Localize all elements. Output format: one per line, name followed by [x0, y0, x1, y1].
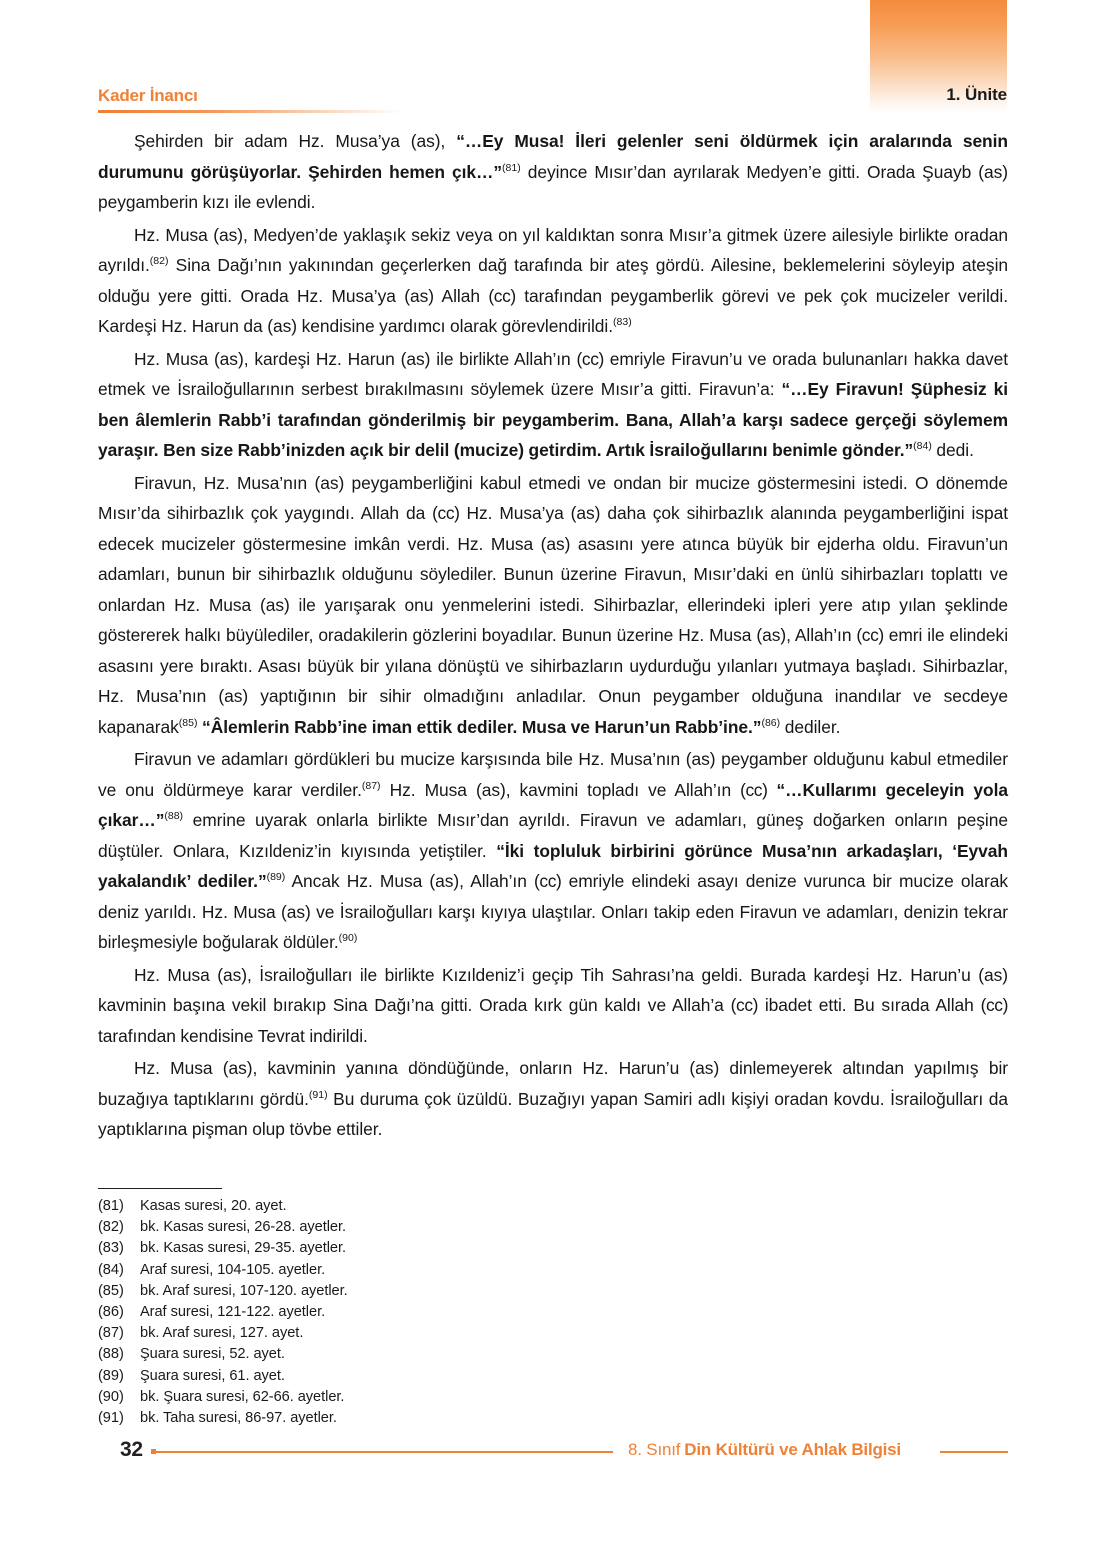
footnote-text: Kasas suresi, 20. ayet.	[140, 1198, 287, 1214]
footnote-item	[98, 1238, 618, 1259]
body-paragraph	[98, 344, 1008, 466]
body-text-run: emriyle Firavun’u ve orada bulunanları hakka davet etmek ve İsrailoğullarının serbest bırakılmasını söylemek üzere Mısır’a gitti. Firavun’a:	[98, 348, 1008, 399]
body-text-run: emrine uyarak onlarla birlikte Mısır’dan ayrıldı. Firavun ve adamları, güneş doğarken onların peşine düştüler. Onlara, Kızıldeniz’in kıyısında yetiştiler.	[98, 810, 1008, 861]
footnote-reference: (87)	[361, 779, 381, 792]
footnote-reference: (84)	[913, 440, 932, 452]
footer-subject-label: Din Kültürü ve Ahlak Bilgisi	[684, 1440, 901, 1459]
footnote-text: Araf suresi, 104-105. ayetler.	[140, 1261, 326, 1278]
footnote-text: Şuara suresi, 52. ayet.	[140, 1346, 285, 1363]
honorific-abbreviation: (cc)	[740, 779, 768, 800]
body-text-run: dediler.	[780, 716, 841, 737]
body-text-run: Firavun ve adamları gördükleri bu mucize karşısında bile Hz. Musa’nın (as) peygamber olduğunu kabul etmediler ve onu öldürmeye karar verdiler.	[98, 749, 1008, 800]
body-text-run: ibadet etti. Bu sırada Allah	[758, 995, 981, 1015]
footnote-item	[98, 1281, 618, 1302]
footnote-number: (81)	[98, 1198, 124, 1214]
body-paragraph	[98, 468, 1008, 743]
footnote-item	[98, 1387, 618, 1408]
quoted-verse-text: “…Ey Firavun! Şüphesiz ki ben âlemlerin Rabb’i tarafından gönderilmiş bir peygamberim. Bana, Allah’a karşı sadece gerçeği söylemem yaraşır. Ben size Rabb’inizden açık bir delil (mucize) getirdim. Artık İsrailoğullarını benimle gönder.”	[98, 379, 1008, 460]
page-number: 32	[120, 1438, 143, 1461]
footnote-number: (84)	[98, 1261, 124, 1278]
footnote-text: bk. Araf suresi, 107-120. ayetler.	[140, 1282, 348, 1299]
footnote-number: (82)	[98, 1219, 124, 1236]
footnote-text: bk. Araf suresi, 127. ayet.	[140, 1325, 304, 1342]
body-text-run: deyince Mısır’dan ayrılarak Medyen’e gitti. Orada Şuayb (as) peygamberin kızı ile evlendi.	[98, 161, 1008, 212]
body-text-run: Hz. Musa (as), Medyen’de yaklaşık sekiz veya on yıl kaldıktan sonra Mısır’a gitmek üzere ailesiyle birlikte oradan ayrıldı.	[98, 224, 1008, 275]
body-text-run	[767, 780, 776, 800]
body-text-run: tarafından peygamberlik görevi ve pek çok mucizeler verildi. Kardeşi Hz. Harun da (as) kendisine yardımcı olarak görevlendirildi.	[98, 285, 1008, 336]
footnote-reference: (82)	[149, 255, 169, 267]
footnote-number: (89)	[98, 1367, 124, 1384]
footnote-number: (86)	[98, 1304, 124, 1321]
body-text-run: emriyle elindeki asayı denize vurunca bir mucize olarak deniz yarıldı. Hz. Musa (as) ve İsrailoğulları karşı kıyıya ulaştılar. Onları takip eden Firavun ve adamları, denizin tekrar birleşmesiyle boğularak öldüler.	[98, 871, 1008, 952]
footnote-text: bk. Kasas suresi, 29-35. ayetler.	[140, 1240, 347, 1257]
body-paragraph	[98, 960, 1008, 1052]
honorific-abbreviation: (cc)	[432, 503, 460, 523]
honorific-abbreviation: (cc)	[488, 285, 516, 306]
footnote-item	[98, 1302, 618, 1323]
body-paragraph	[98, 1053, 1008, 1145]
body-text-run: dedi.	[931, 440, 974, 460]
footnote-text: Araf suresi, 121-122. ayetler.	[140, 1304, 326, 1321]
footnote-reference: (89)	[266, 871, 286, 883]
honorific-abbreviation: (cc)	[730, 995, 759, 1015]
body-text-run: Şehirden bir adam Hz. Musa’ya (as),	[134, 131, 457, 151]
unit-label: 1. Ünite	[946, 85, 1007, 104]
body-text-run: tarafından kendisine Tevrat indirildi.	[98, 1025, 368, 1046]
footnote-item	[98, 1323, 618, 1344]
body-text-run: Hz. Musa (as), kavmini topladı ve Allah’ın	[380, 779, 741, 800]
footnote-reference: (83)	[613, 316, 632, 328]
footer-rule-long	[156, 1451, 613, 1453]
honorific-abbreviation: (cc)	[980, 995, 1008, 1015]
footnote-number: (87)	[98, 1325, 124, 1342]
quoted-verse-text: “Âlemlerin Rabb’ine iman ettik dediler. Musa ve Harun’un Rabb’ine.”	[202, 716, 762, 737]
body-text-run: Hz. Musa (as), İsrailoğulları ile birlikte Kızıldeniz’i geçip Tih Sahrası’na geldi. Burada kardeşi Hz. Harun’u (as) kavminin başına vekil bırakıp Sina Dağı’na gitti. Orada kırk gün kaldı ve Allah’a	[98, 964, 1008, 1015]
honorific-abbreviation: (cc)	[856, 625, 884, 645]
footnote-text: bk. Taha suresi, 86-97. ayetler.	[140, 1410, 337, 1427]
footnote-reference: (86)	[761, 716, 781, 729]
footnote-item	[98, 1196, 618, 1217]
body-paragraph	[98, 126, 1008, 218]
footnote-number: (88)	[98, 1346, 124, 1363]
footnote-number: (90)	[98, 1388, 124, 1405]
footnote-reference: (88)	[164, 810, 184, 822]
quoted-verse-text: “İki topluluk birbirini görünce Musa’nın arkadaşları, ‘Eyvah yakalandık’ dediler.”	[98, 840, 1008, 891]
footnote-reference: (90)	[338, 932, 358, 944]
footnote-separator-rule	[98, 1188, 222, 1189]
body-text-run: Ancak Hz. Musa (as), Allah’ın	[285, 871, 535, 891]
page-footer	[98, 1432, 1008, 1476]
footnote-number: (83)	[98, 1240, 124, 1257]
footnote-text: bk. Şuara suresi, 62-66. ayetler.	[140, 1388, 345, 1405]
quoted-verse-text: “…Ey Musa! İleri gelenler seni öldürmek için aralarında senin durumunu görüşüyorlar. Şehirden hemen çık…”	[98, 131, 1008, 182]
footnote-item	[98, 1344, 618, 1365]
body-text-run: emri ile elindeki asasını yere bıraktı. Asası büyük bir yılana dönüştü ve sihirbazların uydurduğu yılanları yutmaya başladı. Sihirbazlar, Hz. Musa’nın (as) yaptığının bir sihir olmadığını anladılar. Onun peygamber olduğuna inandılar ve secdeye kapanarak	[98, 625, 1009, 737]
body-text-run: Bu duruma çok üzüldü. Buzağıyı yapan Samiri adlı kişiyi oradan kovdu. İsrailoğulları da yaptıklarına pişman olup tövbe ettiler.	[98, 1088, 1008, 1139]
body-text-column	[98, 126, 1008, 1145]
footnote-number: (85)	[98, 1282, 124, 1299]
footnote-reference: (81)	[502, 161, 521, 174]
footnote-list	[98, 1196, 618, 1429]
footnote-item	[98, 1217, 618, 1238]
honorific-abbreviation: (cc)	[534, 871, 562, 891]
body-text-run: Hz. Musa (as), kavminin yanına döndüğünde, onların Hz. Harun’u (as) dinlemeyerek altından yapılmış bir buzağıya taptıklarını gördü.	[98, 1058, 1008, 1109]
footnote-item	[98, 1260, 618, 1281]
footnote-item	[98, 1366, 618, 1387]
quoted-verse-text: “…Kullarımı geceleyin yola çıkar…”	[98, 779, 1008, 830]
footer-rule-short	[940, 1451, 1008, 1453]
footnote-number: (91)	[98, 1410, 124, 1427]
footnote-text: Şuara suresi, 61. ayet.	[140, 1367, 285, 1384]
body-paragraph	[98, 744, 1008, 958]
body-text-run: Firavun, Hz. Musa’nın (as) peygamberliğini kabul etmedi ve ondan bir mucize göstermesini istedi. O dönemde Mısır’da sihirbazlık çok yaygındı. Allah da	[98, 472, 1008, 523]
honorific-abbreviation: (cc)	[576, 348, 604, 369]
footnote-reference: (85)	[178, 716, 198, 729]
body-text-run: Hz. Musa (as), kardeşi Hz. Harun (as) ile birlikte Allah’ın	[134, 348, 577, 369]
body-text-run: Hz. Musa’ya (as) daha çok sihirbazlık alanında peygamberliğini ispat edecek mucizeler göstermesine imkân verdi. Hz. Musa (as) asasını yere atınca büyük bir ejderha oldu. Firavun’un adamları, bunun bir sihirbazlık olduğunu söylediler. Bunun üzerine Firavun, Mısır’daki en ünlü sihirbazları toplattı ve onlardan Hz. Musa (as) ile yarışarak onu yenmelerini istedi. Sihirbazlar, ellerindeki ipleri yere atıp yılan şeklinde göstererek halkı büyülediler, oradakilerin gözlerini boyadılar. Bunun üzerine Hz. Musa (as), Allah’ın	[98, 503, 1008, 645]
footer-grade-label: 8. Sınıf	[628, 1440, 681, 1459]
footer-book-title	[628, 1440, 901, 1460]
running-head-rule	[98, 110, 403, 113]
footnote-item	[98, 1408, 618, 1429]
running-head-title: Kader İnancı	[98, 86, 198, 105]
footnote-reference: (91)	[308, 1088, 328, 1101]
body-text-run: Sina Dağı’nın yakınından geçerlerken dağ tarafında bir ateş gördü. Ailesine, beklemelerini söyleyip ateşin olduğu yere gitti. Orada Hz. Musa’ya (as) Allah	[98, 255, 1008, 306]
body-paragraph	[98, 220, 1008, 342]
footnote-text: bk. Kasas suresi, 26-28. ayetler.	[140, 1219, 347, 1236]
